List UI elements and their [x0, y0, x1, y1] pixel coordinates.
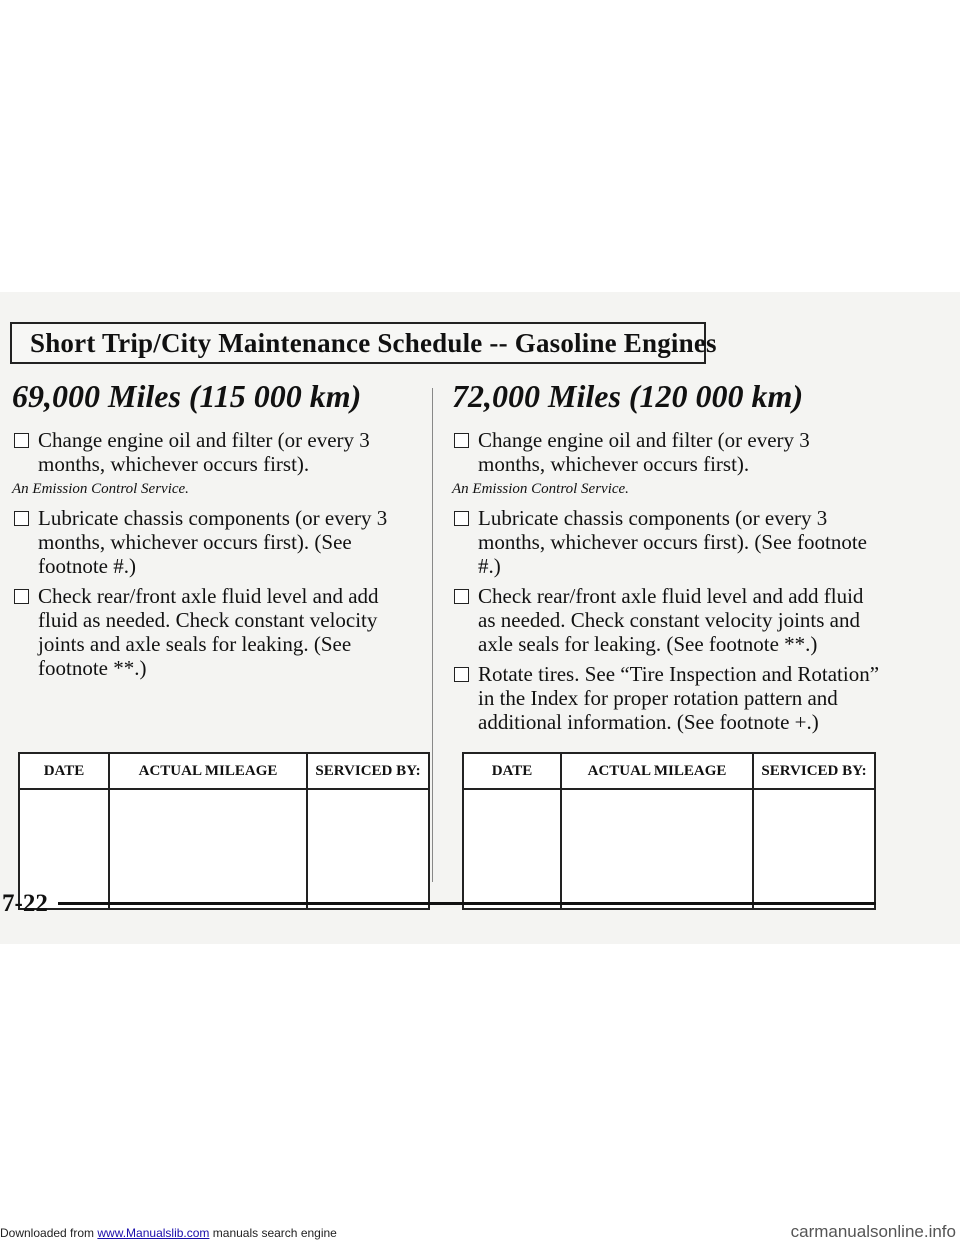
checklist-item: Rotate tires. See “Tire Inspection and Rotation” in the Index for proper rotation pattern and additional information. (See footnote +.)	[452, 662, 882, 734]
mileage-title-right: 72,000 Miles (120 000 km)	[452, 378, 804, 414]
emission-note: An Emission Control Service.	[12, 481, 189, 497]
watermark-text: carmanualsonline.info	[790, 1222, 956, 1241]
checklist-item: Lubricate chassis components (or every 3 months, whichever occurs first). (See footnote #.)	[452, 506, 882, 578]
service-record-table-left	[18, 752, 430, 910]
checkbox-icon[interactable]	[454, 511, 469, 526]
checklist-item: Change engine oil and filter (or every 3 months, whichever occurs first).	[452, 428, 882, 476]
checkbox-icon[interactable]	[454, 433, 469, 448]
checklist-item: Check rear/front axle fluid level and add fluid as needed. Check constant velocity joints and axle seals for leaking. (See footnote **.)	[452, 584, 882, 656]
checklist-item: Check rear/front axle fluid level and add fluid as needed. Check constant velocity joints and axle seals for leaking. (See footnote **.)	[12, 584, 422, 680]
checklist-item: Change engine oil and filter (or every 3 months, whichever occurs first).	[12, 428, 422, 476]
left-column	[12, 378, 422, 686]
date-header: DATE	[19, 753, 109, 789]
right-column	[452, 378, 882, 740]
page-number: 7-22	[2, 890, 48, 917]
column-divider	[432, 388, 433, 882]
section-header	[10, 322, 717, 364]
serviced-by-cell[interactable]	[753, 789, 875, 909]
checkbox-icon[interactable]	[14, 511, 29, 526]
manualslib-link[interactable]: www.Manualslib.com	[97, 1226, 210, 1240]
date-header: DATE	[463, 753, 561, 789]
mileage-cell[interactable]	[561, 789, 753, 909]
checklist-item: Lubricate chassis components (or every 3 months, whichever occurs first). (See footnote #.)	[12, 506, 422, 578]
service-record-table-right	[462, 752, 876, 910]
mileage-header: ACTUAL MILEAGE	[109, 753, 307, 789]
mileage-title-left: 69,000 Miles (115 000 km)	[12, 378, 362, 414]
mileage-header: ACTUAL MILEAGE	[561, 753, 753, 789]
page-rule	[58, 902, 876, 905]
checkbox-icon[interactable]	[454, 589, 469, 604]
checkbox-icon[interactable]	[14, 589, 29, 604]
serviced-by-header: SERVICED BY:	[753, 753, 875, 789]
section-title: Short Trip/City Maintenance Schedule -- Gasoline Engines	[30, 328, 717, 358]
serviced-by-header: SERVICED BY:	[307, 753, 429, 789]
emission-note: An Emission Control Service.	[452, 481, 629, 497]
mileage-cell[interactable]	[109, 789, 307, 909]
serviced-by-cell[interactable]	[307, 789, 429, 909]
checkbox-icon[interactable]	[454, 667, 469, 682]
date-cell[interactable]	[463, 789, 561, 909]
checkbox-icon[interactable]	[14, 433, 29, 448]
download-footer: Downloaded from www.Manualslib.com manuals search engine	[0, 1226, 337, 1240]
